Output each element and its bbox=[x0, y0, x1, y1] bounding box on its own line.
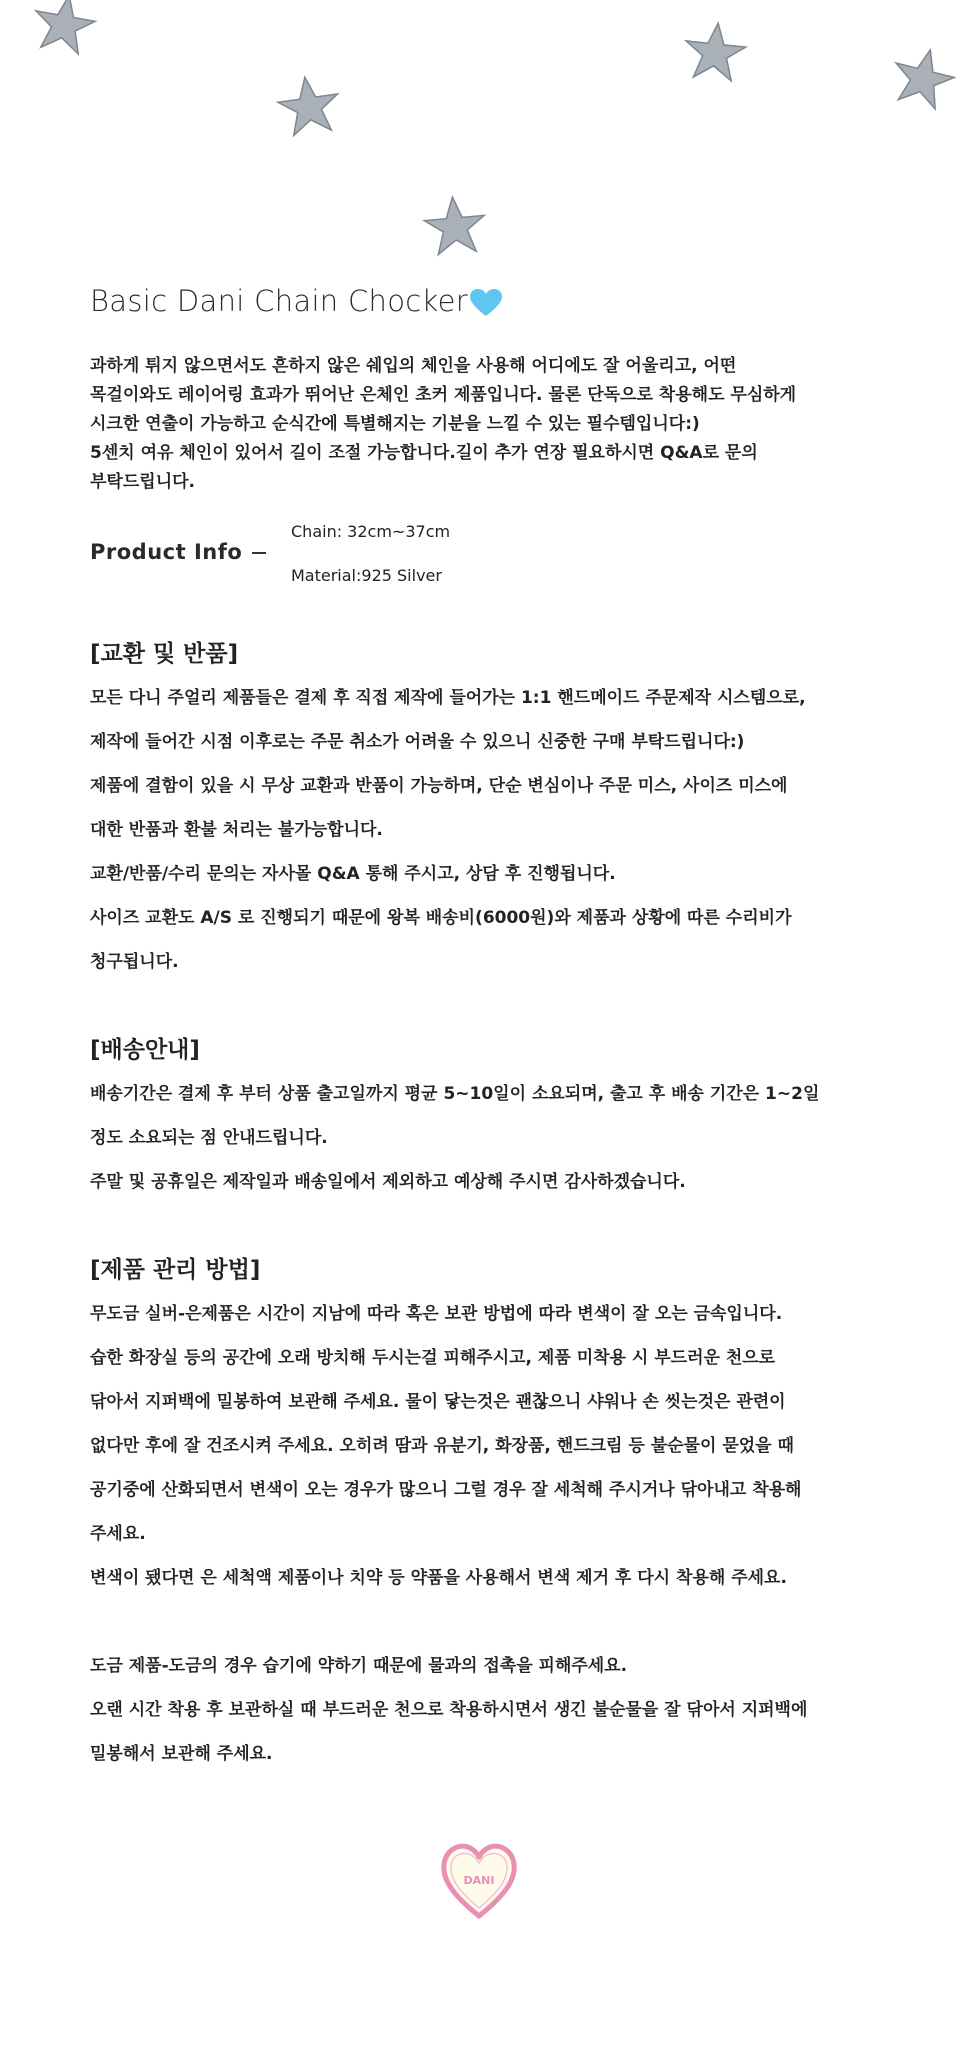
care-line: 도금 제품-도금의 경우 습기에 약하기 때문에 물과의 접촉을 피해주세요. bbox=[90, 1656, 628, 1676]
care-text bbox=[90, 1292, 910, 1776]
care-line: 없다만 후에 잘 건조시켜 주세요. 오히려 땀과 유분기, 화장품, 핸드크림 등 불순물이 묻었을 때 bbox=[90, 1436, 794, 1456]
star-icon bbox=[274, 72, 344, 142]
logo-text: DANI bbox=[463, 1874, 495, 1887]
exchange-line: 제품에 결함이 있을 시 무상 교환과 반품이 가능하며, 단순 변심이나 주문 미스, 사이즈 미스에 bbox=[90, 776, 788, 796]
care-line: 닦아서 지퍼백에 밀봉하여 보관해 주세요. 물이 닿는것은 괜찮으니 샤워나 손 씻는것은 관련이 bbox=[90, 1392, 786, 1412]
shipping-line: 정도 소요되는 점 안내드립니다. bbox=[90, 1128, 328, 1148]
exchange-line: 청구됩니다. bbox=[90, 952, 179, 972]
care-heading: [제품 관리 방법] bbox=[90, 1257, 261, 1283]
exchange-line: 사이즈 교환도 A/S 로 진행되기 때문에 왕복 배송비(6000원)와 제품과 상황에 따른 수리비가 bbox=[90, 908, 792, 928]
care-line: 변색이 됐다면 은 세척액 제품이나 치약 등 약품을 사용해서 변색 제거 후 다시 착용해 주세요. bbox=[90, 1568, 787, 1588]
description-line: 5센치 여유 체인이 있어서 길이 조절 가능합니다.길이 추가 연장 필요하시면 Q&A로 문의 bbox=[90, 443, 758, 463]
care-line: 무도금 실버-은제품은 시간이 지남에 따라 혹은 보관 방법에 따라 변색이 잘 오는 금속입니다. bbox=[90, 1304, 783, 1324]
heart-icon bbox=[470, 289, 502, 317]
shipping-line: 주말 및 공휴일은 제작일과 배송일에서 제외하고 예상해 주시면 감사하겠습니다. bbox=[90, 1172, 686, 1192]
star-icon bbox=[890, 46, 956, 112]
care-line: 주세요. bbox=[90, 1524, 146, 1544]
care-line: 습한 화장실 등의 공간에 오래 방치해 두시는걸 피해주시고, 제품 미착용 시 부드러운 천으로 bbox=[90, 1348, 776, 1368]
care-line: 밀봉해서 보관해 주세요. bbox=[90, 1744, 273, 1764]
star-icon bbox=[420, 192, 490, 262]
star-icon bbox=[28, 0, 100, 58]
description-line: 시크한 연출이 가능하고 순식간에 특별해지는 기분을 느낄 수 있는 필수템입니다:) bbox=[90, 414, 700, 434]
exchange-line: 제작에 들어간 시점 이후로는 주문 취소가 어려울 수 있으니 신중한 구매 부탁드립니다:) bbox=[90, 732, 745, 752]
exchange-line: 교환/반품/수리 문의는 자사몰 Q&A 통해 주시고, 상담 후 진행됩니다. bbox=[90, 864, 616, 884]
shipping-section bbox=[90, 1028, 910, 1204]
description-line: 목걸이와도 레이어링 효과가 뛰어난 은체인 초커 제품입니다. 물론 단독으로 착용해도 무심하게 bbox=[90, 385, 797, 405]
exchange-section bbox=[90, 632, 910, 984]
product-title bbox=[90, 284, 502, 318]
product-description bbox=[90, 352, 900, 497]
shipping-heading: [배송안내] bbox=[90, 1037, 200, 1063]
description-line: 과하게 튀지 않으면서도 흔하지 않은 쉐입의 체인을 사용해 어디에도 잘 어울리고, 어떤 bbox=[90, 356, 737, 376]
exchange-line: 모든 다니 주얼리 제품들은 결제 후 직접 제작에 들어가는 1:1 핸드메이드 주문제작 시스템으로, bbox=[90, 688, 806, 708]
care-section bbox=[90, 1248, 910, 1776]
product-title-text: Basic Dani Chain Chocker bbox=[90, 284, 468, 318]
product-info-chain: Chain: 32cm~37cm bbox=[291, 522, 451, 541]
exchange-heading: [교환 및 반품] bbox=[90, 641, 239, 667]
exchange-line: 대한 반품과 환불 처리는 불가능합니다. bbox=[90, 820, 383, 840]
product-info-material: Material:925 Silver bbox=[291, 566, 442, 585]
dash-divider bbox=[252, 552, 266, 554]
exchange-text bbox=[90, 676, 910, 984]
shipping-line: 배송기간은 결제 후 부터 상품 출고일까지 평균 5~10일이 소요되며, 출고 후 배송 기간은 1~2일 bbox=[90, 1084, 820, 1104]
shipping-text bbox=[90, 1072, 910, 1204]
heart-logo-icon bbox=[438, 1840, 520, 1922]
care-line: 오랜 시간 착용 후 보관하실 때 부드러운 천으로 착용하시면서 생긴 불순물을 잘 닦아서 지퍼백에 bbox=[90, 1700, 808, 1720]
star-icon bbox=[680, 18, 750, 88]
care-line: 공기중에 산화되면서 변색이 오는 경우가 많으니 그럴 경우 잘 세척해 주시거나 닦아내고 착용해 bbox=[90, 1480, 802, 1500]
description-line: 부탁드립니다. bbox=[90, 472, 195, 492]
product-info-label bbox=[90, 540, 266, 564]
care-spacer bbox=[90, 1600, 910, 1644]
product-info-label-text: Product Info bbox=[90, 540, 243, 564]
